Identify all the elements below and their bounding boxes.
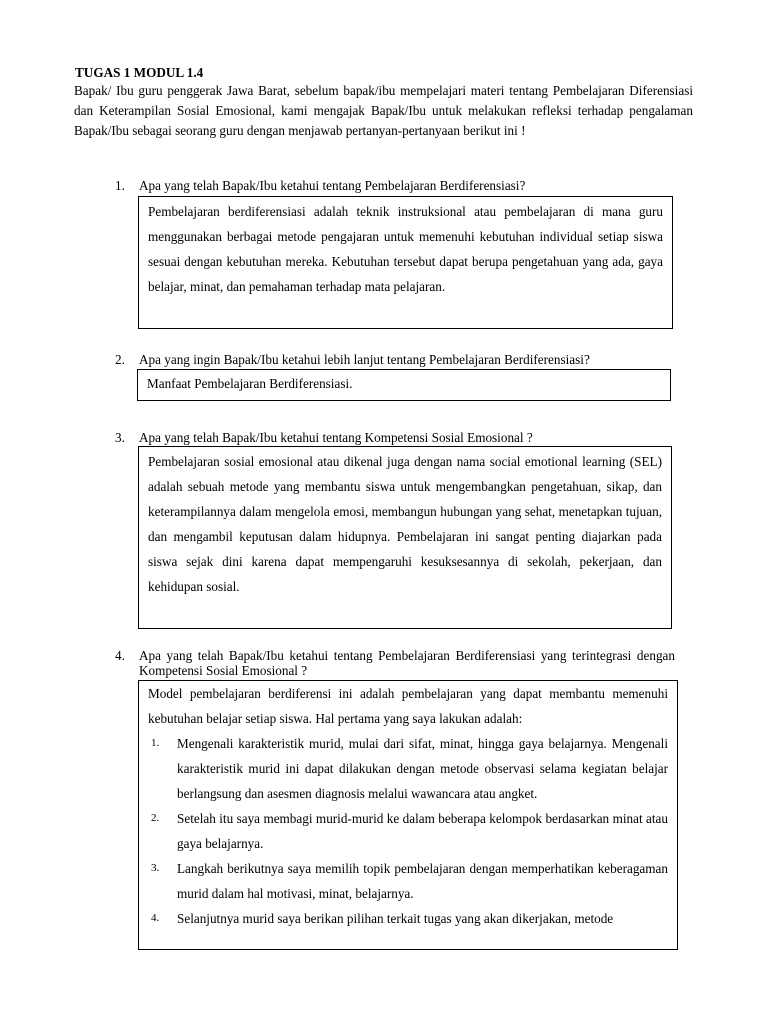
list-item: [148, 806, 668, 856]
answer-text: Pembelajaran sosial emosional atau dikenal juga dengan nama social emotional learning (SEL) adalah sebuah metode yang membantu siswa untuk mengembangkan pengetahuan, sikap, dan keterampilannya dalam mengelola emosi, membangun hubungan yang sehat, menetapkan tujuan, dan mengambil keputusan dalam hidupnya. Pembelajaran ini sangat penting diajarkan pada siswa sejak dini karena dapat mempengaruhi kesuksesannya di sekolah, pekerjaan, dan kehidupan sosial.: [148, 454, 662, 594]
list-item-text: Setelah itu saya membagi murid-murid ke dalam beberapa kelompok berdasarkan minat atau gaya belajarnya.: [177, 811, 668, 851]
answer-box-4: [138, 680, 678, 950]
list-item-text: Selanjutnya murid saya berikan pilihan terkait tugas yang akan dikerjakan, metode: [177, 911, 614, 926]
list-item-text: Langkah berikutnya saya memilih topik pembelajaran dengan memperhatikan keberagaman murid dalam hal motivasi, minat, belajarnya.: [177, 861, 668, 901]
list-item-number: 4.: [151, 912, 160, 924]
list-item-number: 2.: [151, 812, 160, 824]
list-item: [148, 731, 668, 806]
list-item: [148, 856, 668, 906]
list-item-number: 3.: [151, 862, 160, 874]
list-item: [148, 906, 668, 931]
answer-intro: Model pembelajaran berdiferensi ini adalah pembelajaran yang dapat membantu memenuhi kebutuhan belajar setiap siswa. Hal pertama yang saya lakukan adalah:: [148, 686, 668, 726]
document-title: TUGAS 1 MODUL 1.4: [75, 65, 204, 80]
question-text: Apa yang ingin Bapak/Ibu ketahui lebih lanjut tentang Pembelajaran Berdiferensiasi?: [139, 352, 590, 367]
answer-box-3: [138, 446, 672, 629]
question-2: [115, 352, 675, 368]
answer-text: Manfaat Pembelajaran Berdiferensiasi.: [147, 376, 353, 391]
question-number: 2.: [115, 352, 125, 367]
answer-box-1: [138, 196, 673, 329]
answer-list: [148, 731, 668, 931]
list-item-number: 1.: [151, 737, 160, 749]
question-text: Apa yang telah Bapak/Ibu ketahui tentang Pembelajaran Berdiferensiasi?: [139, 178, 526, 193]
question-number: 3.: [115, 430, 125, 445]
answer-text: Pembelajaran berdiferensiasi adalah teknik instruksional atau pembelajaran di mana guru menggunakan berbagai metode pengajaran untuk memenuhi kebutuhan individual setiap siswa sesuai dengan kebutuhan mereka. Kebutuhan tersebut dapat berupa pengetahuan yang ada, gaya belajar, minat, dan pemahaman terhadap mata pelajaran.: [148, 204, 663, 294]
question-number: 4.: [115, 648, 125, 663]
question-text: Apa yang telah Bapak/Ibu ketahui tentang Kompetensi Sosial Emosional ?: [139, 430, 533, 445]
list-item-text: Mengenali karakteristik murid, mulai dari sifat, minat, hingga gaya belajarnya. Mengenali karakteristik murid ini dapat dilakukan dengan metode observasi selama kegiatan belajar berlangsung dan asesmen diagnosis melalui wawancara atau angket.: [177, 736, 668, 801]
question-number: 1.: [115, 178, 125, 193]
question-3: [115, 430, 675, 446]
question-1: [115, 178, 675, 194]
answer-box-2: [137, 369, 671, 401]
intro-paragraph: Bapak/ Ibu guru penggerak Jawa Barat, sebelum bapak/ibu mempelajari materi tentang Pembelajaran Diferensiasi dan Keterampilan Sosial Emosional, kami mengajak Bapak/Ibu untuk melakukan refleksi terhadap pengalaman Bapak/Ibu sebagai seorang guru dengan menjawab pertanyan-pertanyaan berikut ini !: [74, 83, 693, 138]
question-text: Apa yang telah Bapak/Ibu ketahui tentang Pembelajaran Berdiferensiasi yang terintegrasi dengan Kompetensi Sosial Emosional ?: [139, 648, 675, 678]
question-4: [115, 648, 675, 678]
